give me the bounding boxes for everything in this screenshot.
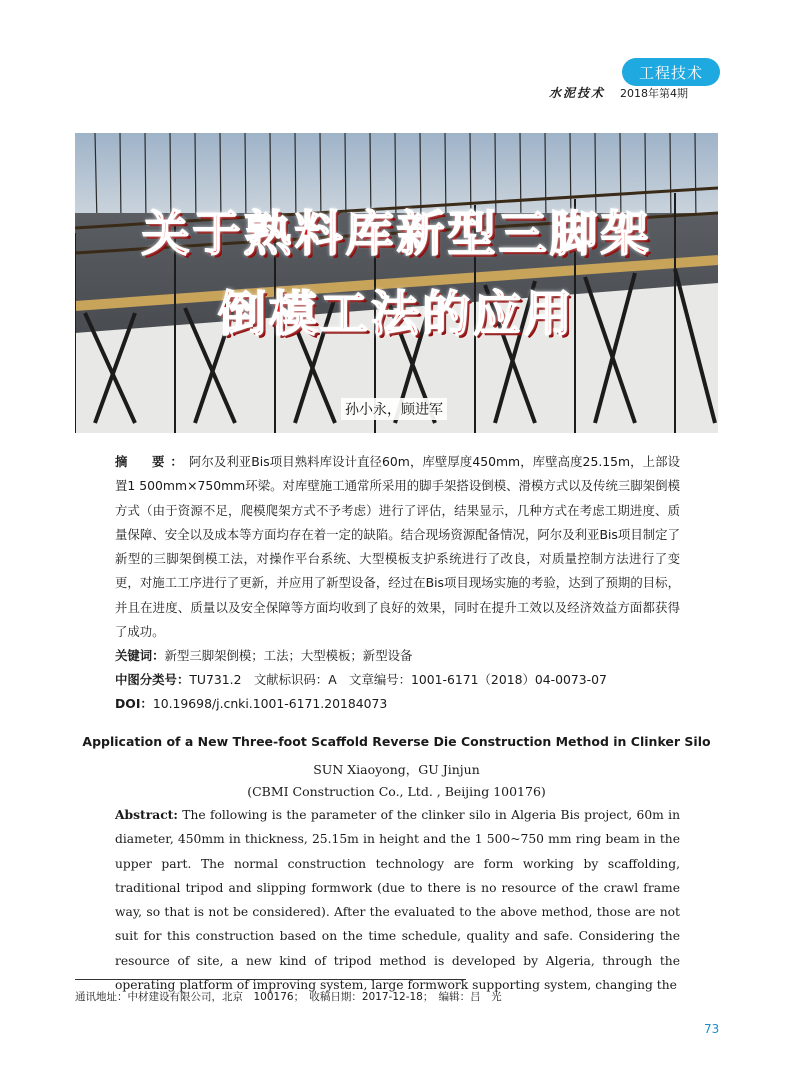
abstract-cn xyxy=(115,450,680,644)
english-affiliation: (CBMI Construction Co., Ltd. , Beijing 100176) xyxy=(247,784,546,799)
abstract-cn-label: 摘 要： xyxy=(115,454,189,469)
classification-label: 中图分类号： xyxy=(115,672,190,687)
title-line-2: 倒模工法的应用 xyxy=(217,286,575,342)
abstract-en xyxy=(115,803,680,997)
issue-label: 2018年第4期 xyxy=(620,87,688,100)
footnote: 通讯地址：中材建设有限公司，北京 100176； 收稿日期：2017-12-18； 编辑：吕 光 xyxy=(75,991,502,1003)
section-tag: 工程技术 xyxy=(622,58,720,86)
classification-text: TU731.2 文献标识码：A 文章编号：1001-6171（2018）04-0073-07 xyxy=(189,672,607,687)
footnote-rule xyxy=(75,979,466,980)
classification xyxy=(115,668,607,692)
abstract-cn-text: 阿尔及利亚Bis项目熟料库设计直径60m，库壁厚度450mm，库壁高度25.15m，上部设置1 500mm×750mm环梁。对库壁施工通常所采用的脚手架搭设倒模、滑模方式以及传统三脚架倒模方式（由于资源不足，爬模爬架方式不予考虑）进行了评估，结果显示，几种方式在考虑工期进度、质量保障、安全以及成本等方面均存在着一定的缺陷。结合现场资源配备情况，阿尔及利亚Bis项目制定了新型的三脚架倒模工法，对操作平台系统、大型模板支护系统进行了改良，对质量控制方法进行了变更，对施工工序进行了更新，并应用了新型设备，经过在Bis项目现场实施的考验，达到了预期的目标，并且在进度、质量以及安全保障等方面均收到了良好的效果，同时在提升工效以及经济效益方面都获得了成功。 xyxy=(115,454,680,640)
english-title: Application of a New Three-foot Scaffold Reverse Die Construction Method in Clinker Silo xyxy=(82,734,711,749)
page-number: 73 xyxy=(704,1022,720,1036)
title-line-1: 关于熟料库新型三脚架 xyxy=(141,206,652,262)
authors-cn: 孙小永，顾进军 xyxy=(341,398,447,420)
journal-name: 水泥技术 xyxy=(549,86,606,100)
doi-label: DOI： xyxy=(115,696,153,711)
doi-text: 10.19698/j.cnki.1001-6171.20184073 xyxy=(152,696,388,711)
title-banner xyxy=(75,133,718,433)
keywords-text: 新型三脚架倒模；工法；大型模板；新型设备 xyxy=(164,648,413,663)
doi xyxy=(115,692,387,716)
keywords xyxy=(115,644,412,668)
abstract-en-text: The following is the parameter of the clinker silo in Algeria Bis project, 60m in diameter, 450mm in thickness, 25.15m in height and the 1 500~750 mm ring beam in the upper part. The normal construction technology are form working by scaffolding, traditional tripod and slipping formwork (due to there is no resource of the crawl frame way, so that is not be considered). After the evaluated to the above method, those are not suit for this construction based on the time schedule, quality and safe. Considering the resource of site, a new kind of tripod method is developed by Algeria, through the operating platform of improving system, large formwork supporting system, changing the xyxy=(115,808,680,993)
abstract-en-label: Abstract: xyxy=(115,807,178,822)
keywords-label: 关键词： xyxy=(115,648,165,663)
english-authors: SUN Xiaoyong，GU Jinjun xyxy=(313,762,480,777)
